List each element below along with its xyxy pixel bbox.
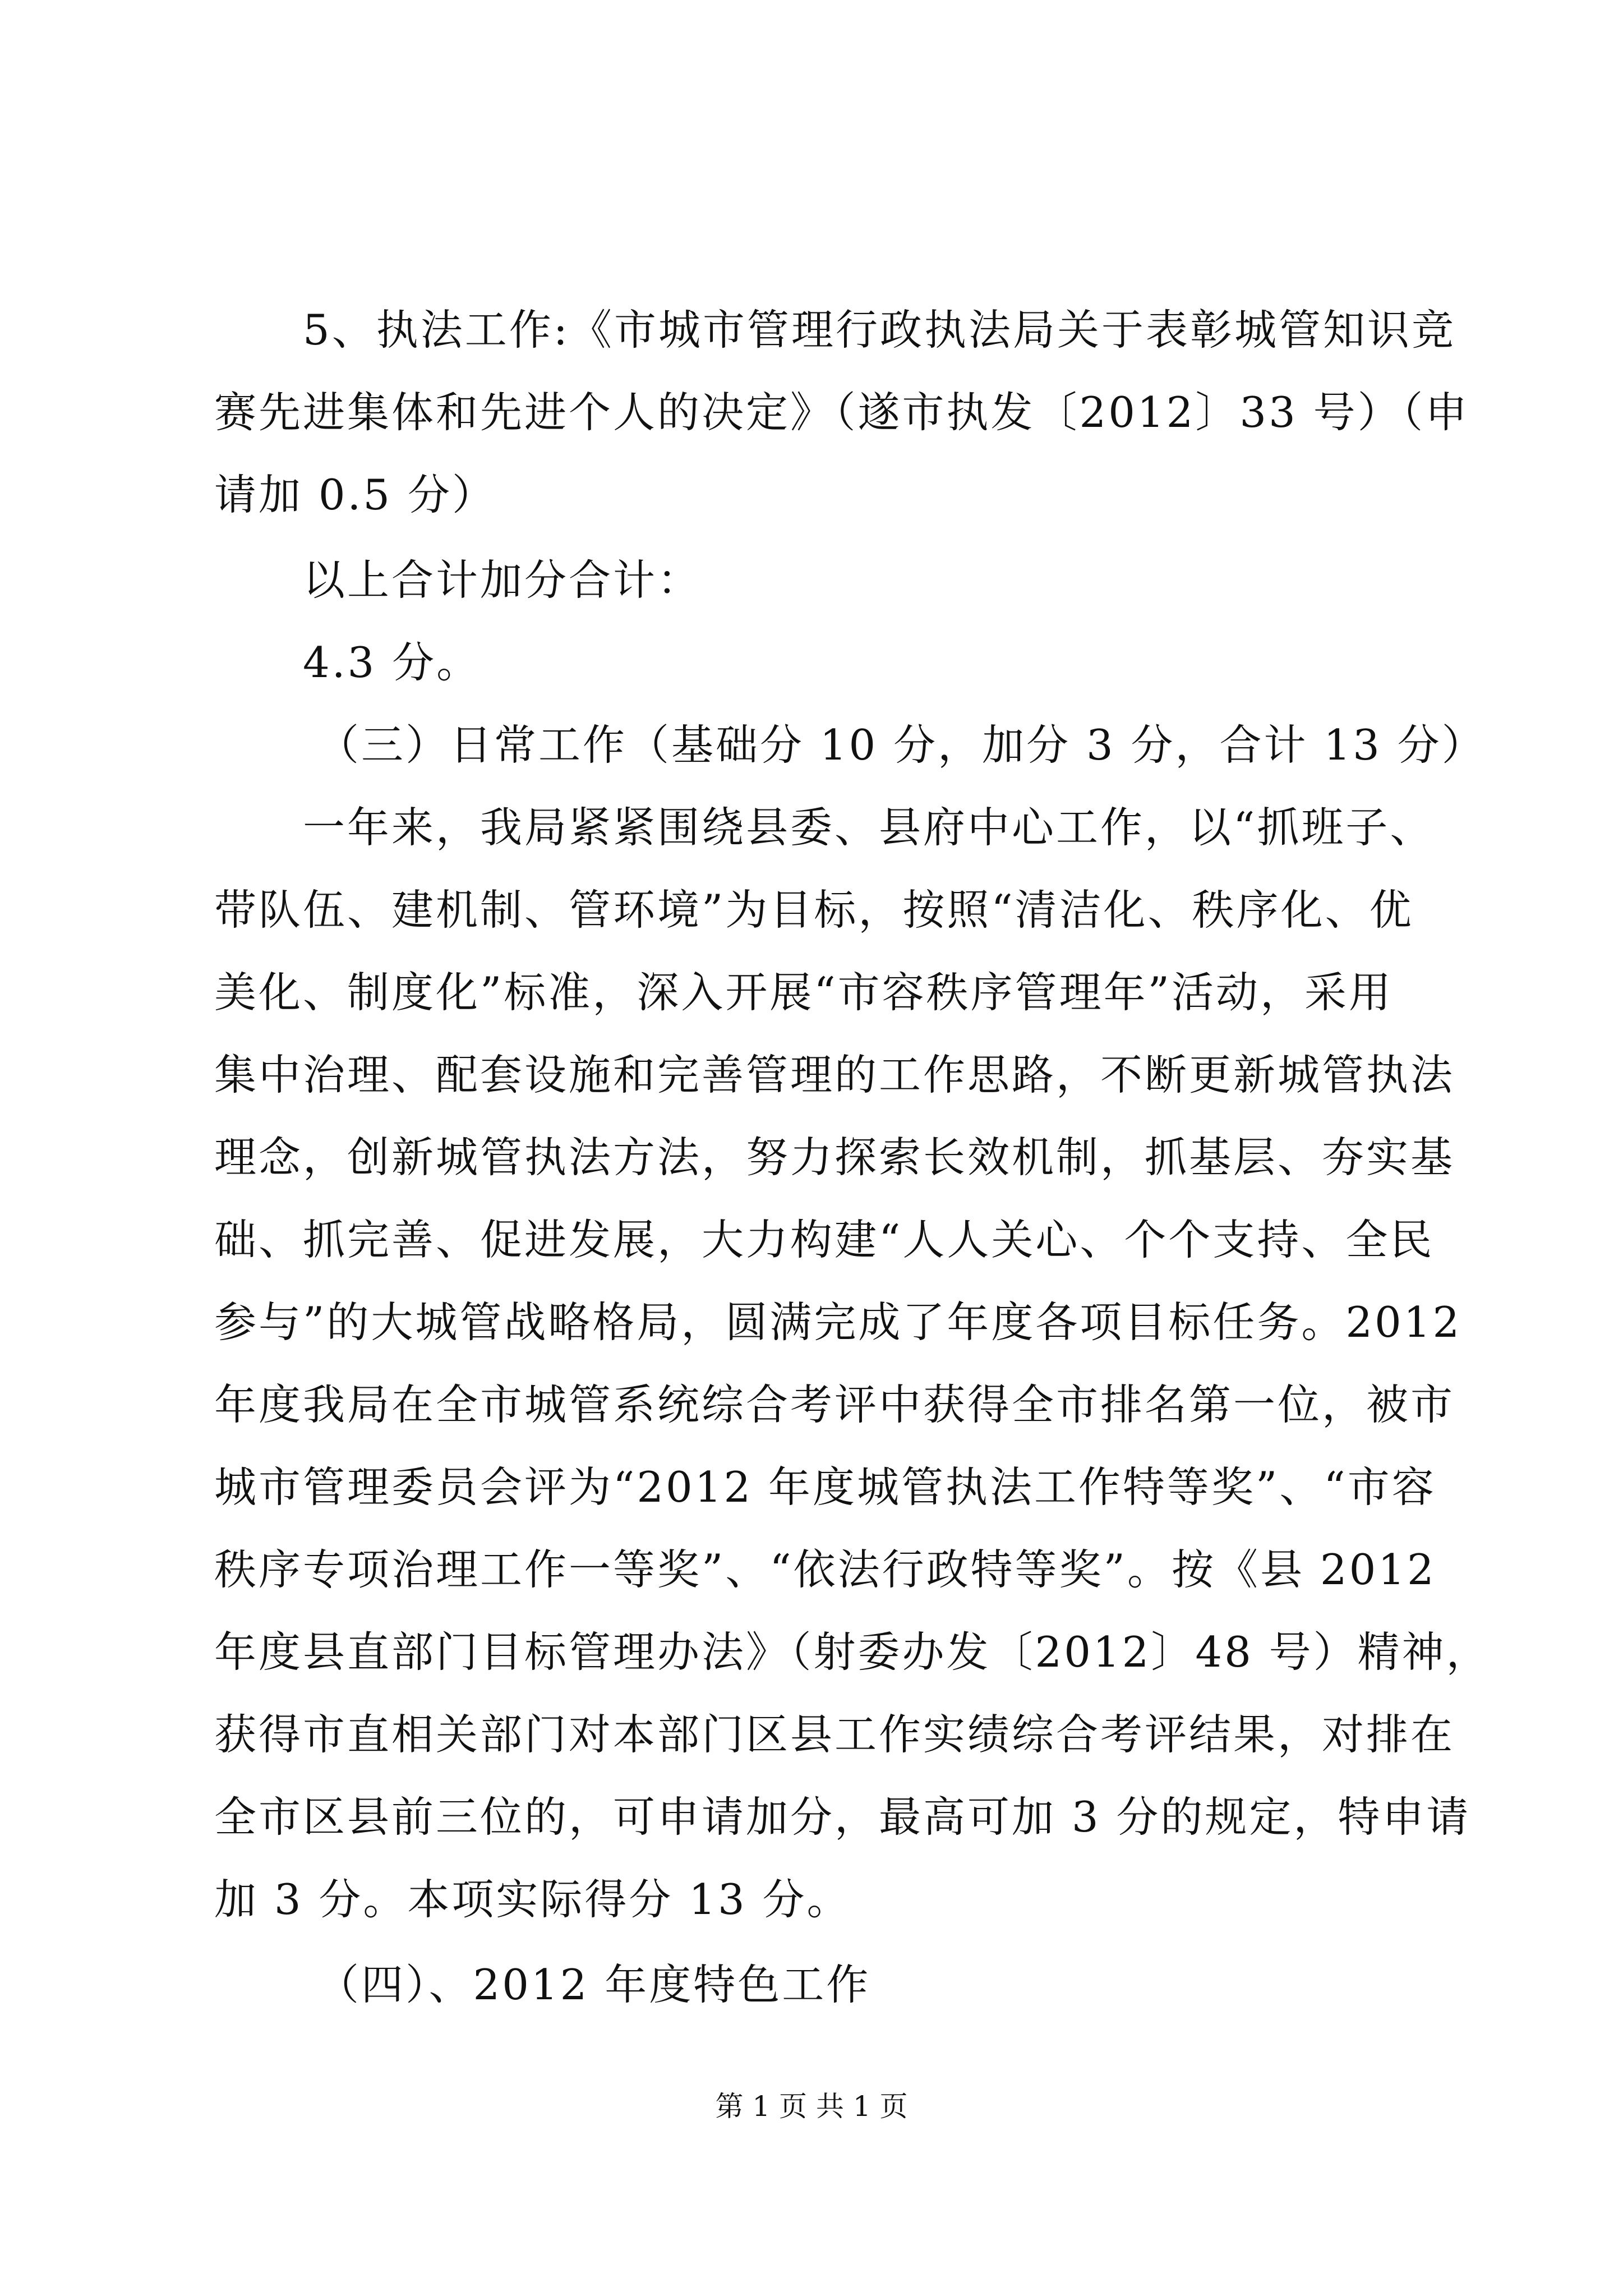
paragraph-line: 美化、制度化”标准，深入开展“市容秩序管理年”活动，采用 xyxy=(214,968,1394,1017)
paragraph-line: 全市区县前三位的，可申请加分，最高可加 3 分的规定，特申请 xyxy=(214,1792,1471,1842)
paragraph-line: 城市管理委员会评为“2012 年度城管执法工作特等奖”、“市容 xyxy=(214,1462,1436,1512)
paragraph-line: 5、执法工作:《市城市管理行政执法局关于表彰城管知识竞 xyxy=(303,305,1456,355)
section-heading: （四）、2012 年度特色工作 xyxy=(317,1960,871,2009)
paragraph-line: 参与”的大城管战略格局，圆满完成了年度各项目标任务。2012 xyxy=(214,1297,1462,1347)
section-heading: （三）日常工作（基础分 10 分，加分 3 分，合计 13 分） xyxy=(317,720,1486,770)
paragraph-line: 请加 0.5 分） xyxy=(214,470,496,519)
paragraph-line: 秩序专项治理工作一等奖”、“依法行政特等奖”。按《县 2012 xyxy=(214,1545,1436,1594)
paragraph-line: 4.3 分。 xyxy=(303,638,481,687)
paragraph-line: 一年来，我局紧紧围绕县委、县府中心工作，以“抓班子、 xyxy=(303,803,1435,852)
page-footer: 第 1 页 共 1 页 xyxy=(715,2090,908,2123)
paragraph-line: 年度县直部门目标管理办法》（射委办发〔2012〕48 号）精神， xyxy=(214,1627,1491,1677)
paragraph-line: 础、抓完善、促进发展，大力构建“人人关心、个个支持、全民 xyxy=(214,1215,1435,1264)
paragraph-line: 集中治理、配套设施和完善管理的工作思路，不断更新城管执法 xyxy=(214,1050,1455,1099)
paragraph-line: 带队伍、建机制、管环境”为目标，按照“清洁化、秩序化、优 xyxy=(214,885,1414,935)
paragraph-line: 赛先进集体和先进个人的决定》（遂市执发〔2012〕33 号）（申 xyxy=(214,388,1470,437)
paragraph-line: 获得市直相关部门对本部门区县工作实绩综合考评结果，对排在 xyxy=(214,1710,1455,1759)
paragraph-line: 年度我局在全市城管系统综合考评中获得全市排名第一位，被市 xyxy=(214,1380,1455,1429)
paragraph-line: 加 3 分。本项实际得分 13 分。 xyxy=(214,1875,851,1924)
paragraph-line: 以上合计加分合计： xyxy=(303,555,702,605)
paragraph-line: 理念，创新城管执法方法，努力探索长效机制，抓基层、夯实基 xyxy=(214,1133,1455,1182)
